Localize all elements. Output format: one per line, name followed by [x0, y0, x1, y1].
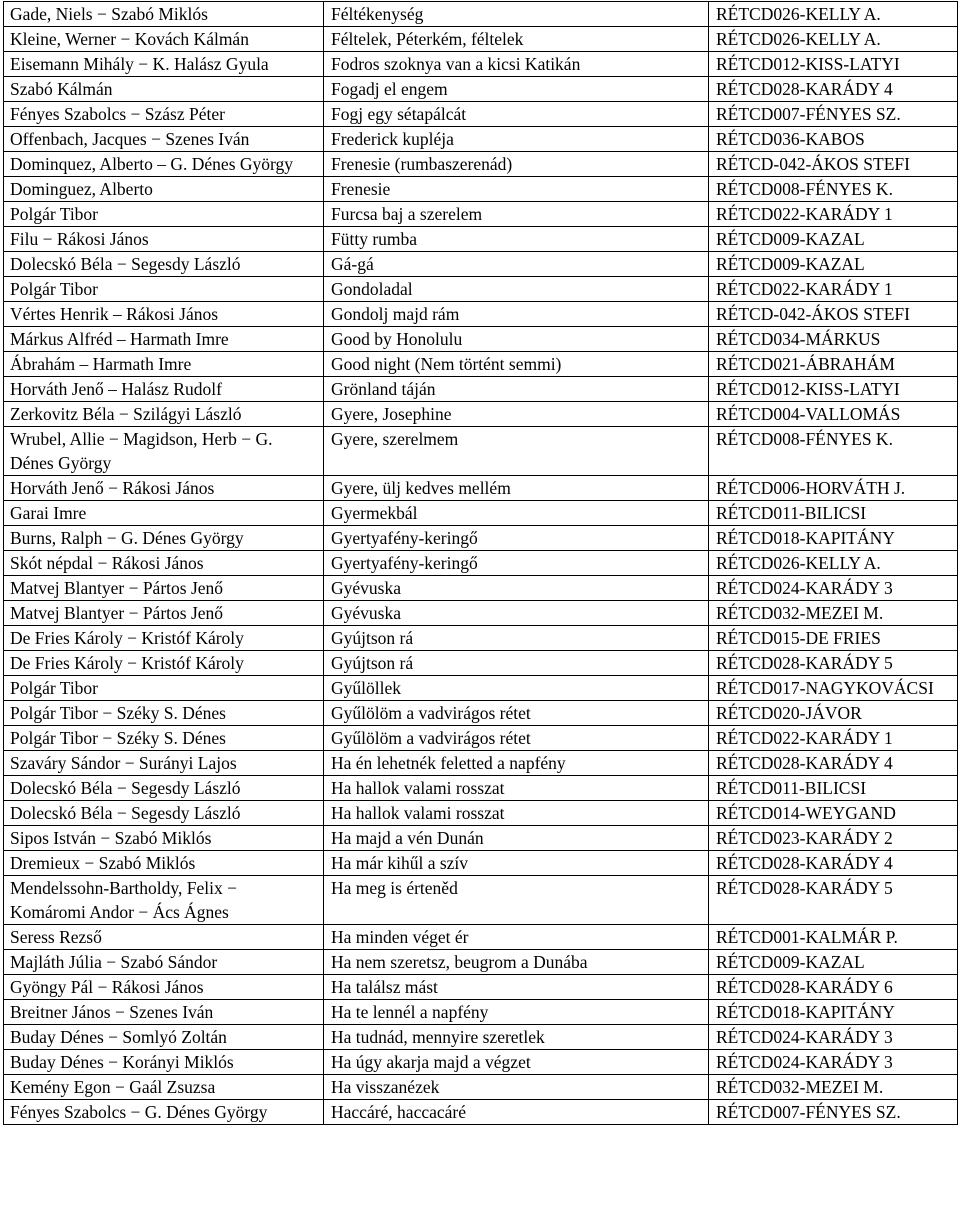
song-title-cell: Fogj egy sétapálcát: [324, 102, 709, 127]
table-row: [4, 476, 958, 501]
table-row: [4, 252, 958, 277]
song-title-cell: Gondoladal: [324, 277, 709, 302]
composer-lyricist-cell: Polgár Tibor: [4, 676, 324, 701]
catalog-code-cell: RÉTCD028-KARÁDY 4: [709, 77, 958, 102]
table-row: [4, 77, 958, 102]
song-title-cell: Ha hallok valami rosszat: [324, 801, 709, 826]
song-title-cell: Gyújtson rá: [324, 651, 709, 676]
table-row: [4, 751, 958, 776]
song-title-cell: Frederick kupléja: [324, 127, 709, 152]
composer-lyricist-cell: De Fries Károly − Kristóf Károly: [4, 651, 324, 676]
table-row: [4, 576, 958, 601]
song-title-cell: Gyévuska: [324, 601, 709, 626]
table-row: [4, 202, 958, 227]
song-title-cell: Ha minden véget ér: [324, 925, 709, 950]
catalog-code-cell: RÉTCD021-ÁBRAHÁM: [709, 352, 958, 377]
song-title-cell: Ha nem szeretsz, beugrom a Dunába: [324, 950, 709, 975]
composer-lyricist-cell: Buday Dénes − Somlyó Zoltán: [4, 1025, 324, 1050]
song-title-cell: Ha majd a vén Dunán: [324, 826, 709, 851]
song-title-cell: Ha te lennél a napfény: [324, 1000, 709, 1025]
catalog-code-cell: RÉTCD001-KALMÁR P.: [709, 925, 958, 950]
song-title-cell: Ha én lehetnék feletted a napfény: [324, 751, 709, 776]
table-row: [4, 501, 958, 526]
song-title-cell: Furcsa baj a szerelem: [324, 202, 709, 227]
table-row: [4, 177, 958, 202]
table-row: [4, 701, 958, 726]
song-title-cell: Gyűlölöm a vadvirágos rétet: [324, 726, 709, 751]
song-title-cell: Ha már kihűl a szív: [324, 851, 709, 876]
table-row: [4, 27, 958, 52]
composer-lyricist-cell: Fényes Szabolcs − G. Dénes György: [4, 1100, 324, 1125]
catalog-code-cell: RÉTCD012-KISS-LATYI: [709, 377, 958, 402]
table-row: [4, 427, 958, 476]
composer-lyricist-cell: Offenbach, Jacques − Szenes Iván: [4, 127, 324, 152]
composer-lyricist-cell: Kleine, Werner − Kovách Kálmán: [4, 27, 324, 52]
catalog-code-cell: RÉTCD017-NAGYKOVÁCSI: [709, 676, 958, 701]
table-row: [4, 327, 958, 352]
song-catalog-body: [4, 2, 958, 1125]
song-title-cell: Ha tudnád, mennyire szeretlek: [324, 1025, 709, 1050]
composer-lyricist-cell: Breitner János − Szenes Iván: [4, 1000, 324, 1025]
song-title-cell: Fogadj el engem: [324, 77, 709, 102]
song-title-cell: Gyertyafény-keringő: [324, 551, 709, 576]
song-title-cell: Gyere, szerelmem: [324, 427, 709, 476]
table-row: [4, 651, 958, 676]
song-title-cell: Ha meg is érteněd: [324, 876, 709, 925]
catalog-code-cell: RÉTCD032-MEZEI M.: [709, 601, 958, 626]
composer-lyricist-cell: Buday Dénes − Korányi Miklós: [4, 1050, 324, 1075]
table-row: [4, 551, 958, 576]
composer-lyricist-cell: Dominguez, Alberto: [4, 177, 324, 202]
composer-lyricist-cell: Polgár Tibor: [4, 277, 324, 302]
table-row: [4, 876, 958, 925]
composer-lyricist-cell: Matvej Blantyer − Pártos Jenő: [4, 601, 324, 626]
song-title-cell: Gyévuska: [324, 576, 709, 601]
table-row: [4, 152, 958, 177]
table-row: [4, 975, 958, 1000]
catalog-code-cell: RÉTCD028-KARÁDY 5: [709, 876, 958, 925]
composer-lyricist-cell: Horváth Jenő − Rákosi János: [4, 476, 324, 501]
catalog-code-cell: RÉTCD-042-ÁKOS STEFI: [709, 302, 958, 327]
catalog-code-cell: RÉTCD008-FÉNYES K.: [709, 177, 958, 202]
composer-lyricist-cell: Vértes Henrik – Rákosi János: [4, 302, 324, 327]
song-title-cell: Fütty rumba: [324, 227, 709, 252]
catalog-code-cell: RÉTCD032-MEZEI M.: [709, 1075, 958, 1100]
song-title-cell: Good night (Nem történt semmi): [324, 352, 709, 377]
table-row: [4, 801, 958, 826]
catalog-code-cell: RÉTCD004-VALLOMÁS: [709, 402, 958, 427]
table-row: [4, 227, 958, 252]
song-title-cell: Haccáré, haccacáré: [324, 1100, 709, 1125]
table-row: [4, 277, 958, 302]
catalog-code-cell: RÉTCD020-JÁVOR: [709, 701, 958, 726]
catalog-code-cell: RÉTCD012-KISS-LATYI: [709, 52, 958, 77]
table-row: [4, 1000, 958, 1025]
composer-lyricist-cell: Dolecskó Béla − Segesdy László: [4, 776, 324, 801]
song-title-cell: Frenesie (rumbaszerenád): [324, 152, 709, 177]
song-title-cell: Gyere, ülj kedves mellém: [324, 476, 709, 501]
song-title-cell: Frenesie: [324, 177, 709, 202]
song-title-cell: Ha visszanézek: [324, 1075, 709, 1100]
song-title-cell: Gyermekbál: [324, 501, 709, 526]
song-title-cell: Gyűlöllek: [324, 676, 709, 701]
song-title-cell: Fodros szoknya van a kicsi Katikán: [324, 52, 709, 77]
catalog-code-cell: RÉTCD015-DE FRIES: [709, 626, 958, 651]
song-title-cell: Féltékenység: [324, 2, 709, 27]
composer-lyricist-cell: Sipos István − Szabó Miklós: [4, 826, 324, 851]
table-row: [4, 1075, 958, 1100]
composer-lyricist-cell: Horváth Jenő – Halász Rudolf: [4, 377, 324, 402]
catalog-code-cell: RÉTCD007-FÉNYES SZ.: [709, 1100, 958, 1125]
composer-lyricist-cell: De Fries Károly − Kristóf Károly: [4, 626, 324, 651]
composer-lyricist-cell: Dremieux − Szabó Miklós: [4, 851, 324, 876]
composer-lyricist-cell: Dominquez, Alberto – G. Dénes György: [4, 152, 324, 177]
table-row: [4, 377, 958, 402]
composer-lyricist-cell: Dolecskó Béla − Segesdy László: [4, 252, 324, 277]
composer-lyricist-cell: Gade, Niels − Szabó Miklós: [4, 2, 324, 27]
composer-lyricist-cell: Matvej Blantyer − Pártos Jenő: [4, 576, 324, 601]
composer-lyricist-cell: Eisemann Mihály − K. Halász Gyula: [4, 52, 324, 77]
catalog-code-cell: RÉTCD011-BILICSI: [709, 776, 958, 801]
composer-lyricist-cell: Mendelssohn-Bartholdy, Felix − Komáromi Andor − Ács Ágnes: [4, 876, 324, 925]
table-row: [4, 1100, 958, 1125]
composer-lyricist-cell: Majláth Júlia − Szabó Sándor: [4, 950, 324, 975]
table-row: [4, 402, 958, 427]
catalog-code-cell: RÉTCD007-FÉNYES SZ.: [709, 102, 958, 127]
song-title-cell: Ha hallok valami rosszat: [324, 776, 709, 801]
song-catalog-table: [3, 1, 958, 1125]
song-title-cell: Gyújtson rá: [324, 626, 709, 651]
composer-lyricist-cell: Skót népdal − Rákosi János: [4, 551, 324, 576]
catalog-code-cell: RÉTCD009-KAZAL: [709, 227, 958, 252]
table-row: [4, 676, 958, 701]
catalog-code-cell: RÉTCD028-KARÁDY 4: [709, 751, 958, 776]
song-title-cell: Gyertyafény-keringő: [324, 526, 709, 551]
composer-lyricist-cell: Márkus Alfréd – Harmath Imre: [4, 327, 324, 352]
table-row: [4, 601, 958, 626]
composer-lyricist-cell: Wrubel, Allie − Magidson, Herb − G. Dénes György: [4, 427, 324, 476]
catalog-code-cell: RÉTCD023-KARÁDY 2: [709, 826, 958, 851]
table-row: [4, 726, 958, 751]
catalog-code-cell: RÉTCD008-FÉNYES K.: [709, 427, 958, 476]
catalog-code-cell: RÉTCD022-KARÁDY 1: [709, 202, 958, 227]
catalog-code-cell: RÉTCD018-KAPITÁNY: [709, 1000, 958, 1025]
composer-lyricist-cell: Burns, Ralph − G. Dénes György: [4, 526, 324, 551]
song-title-cell: Good by Honolulu: [324, 327, 709, 352]
composer-lyricist-cell: Dolecskó Béla − Segesdy László: [4, 801, 324, 826]
song-title-cell: Ha találsz mást: [324, 975, 709, 1000]
composer-lyricist-cell: Seress Rezső: [4, 925, 324, 950]
catalog-code-cell: RÉTCD026-KELLY A.: [709, 2, 958, 27]
catalog-code-cell: RÉTCD011-BILICSI: [709, 501, 958, 526]
composer-lyricist-cell: Polgár Tibor − Széky S. Dénes: [4, 701, 324, 726]
composer-lyricist-cell: Polgár Tibor − Széky S. Dénes: [4, 726, 324, 751]
table-row: [4, 851, 958, 876]
catalog-code-cell: RÉTCD006-HORVÁTH J.: [709, 476, 958, 501]
table-row: [4, 526, 958, 551]
catalog-code-cell: RÉTCD026-KELLY A.: [709, 27, 958, 52]
song-title-cell: Gá-gá: [324, 252, 709, 277]
composer-lyricist-cell: Kemény Egon − Gaál Zsuzsa: [4, 1075, 324, 1100]
song-title-cell: Gyere, Josephine: [324, 402, 709, 427]
table-row: [4, 925, 958, 950]
table-row: [4, 302, 958, 327]
table-row: [4, 950, 958, 975]
composer-lyricist-cell: Filu − Rákosi János: [4, 227, 324, 252]
table-row: [4, 1025, 958, 1050]
catalog-code-cell: RÉTCD034-MÁRKUS: [709, 327, 958, 352]
song-title-cell: Gondolj majd rám: [324, 302, 709, 327]
composer-lyricist-cell: Ábrahám – Harmath Imre: [4, 352, 324, 377]
song-title-cell: Grönland táján: [324, 377, 709, 402]
song-title-cell: Féltelek, Péterkém, féltelek: [324, 27, 709, 52]
catalog-code-cell: RÉTCD028-KARÁDY 4: [709, 851, 958, 876]
catalog-code-cell: RÉTCD022-KARÁDY 1: [709, 726, 958, 751]
catalog-code-cell: RÉTCD036-KABOS: [709, 127, 958, 152]
song-title-cell: Ha úgy akarja majd a végzet: [324, 1050, 709, 1075]
song-title-cell: Gyűlölöm a vadvirágos rétet: [324, 701, 709, 726]
catalog-code-cell: RÉTCD024-KARÁDY 3: [709, 576, 958, 601]
composer-lyricist-cell: Fényes Szabolcs − Szász Péter: [4, 102, 324, 127]
table-row: [4, 626, 958, 651]
table-row: [4, 826, 958, 851]
table-row: [4, 2, 958, 27]
catalog-code-cell: RÉTCD009-KAZAL: [709, 252, 958, 277]
composer-lyricist-cell: Zerkovitz Béla − Szilágyi László: [4, 402, 324, 427]
catalog-code-cell: RÉTCD009-KAZAL: [709, 950, 958, 975]
catalog-code-cell: RÉTCD026-KELLY A.: [709, 551, 958, 576]
table-row: [4, 102, 958, 127]
composer-lyricist-cell: Polgár Tibor: [4, 202, 324, 227]
table-row: [4, 52, 958, 77]
catalog-code-cell: RÉTCD028-KARÁDY 5: [709, 651, 958, 676]
catalog-code-cell: RÉTCD024-KARÁDY 3: [709, 1050, 958, 1075]
catalog-code-cell: RÉTCD014-WEYGAND: [709, 801, 958, 826]
catalog-code-cell: RÉTCD018-KAPITÁNY: [709, 526, 958, 551]
catalog-code-cell: RÉTCD028-KARÁDY 6: [709, 975, 958, 1000]
catalog-code-cell: RÉTCD-042-ÁKOS STEFI: [709, 152, 958, 177]
composer-lyricist-cell: Gyöngy Pál − Rákosi János: [4, 975, 324, 1000]
table-row: [4, 127, 958, 152]
table-row: [4, 352, 958, 377]
table-row: [4, 1050, 958, 1075]
composer-lyricist-cell: Garai Imre: [4, 501, 324, 526]
composer-lyricist-cell: Szabó Kálmán: [4, 77, 324, 102]
composer-lyricist-cell: Szaváry Sándor − Surányi Lajos: [4, 751, 324, 776]
catalog-code-cell: RÉTCD024-KARÁDY 3: [709, 1025, 958, 1050]
catalog-code-cell: RÉTCD022-KARÁDY 1: [709, 277, 958, 302]
table-row: [4, 776, 958, 801]
